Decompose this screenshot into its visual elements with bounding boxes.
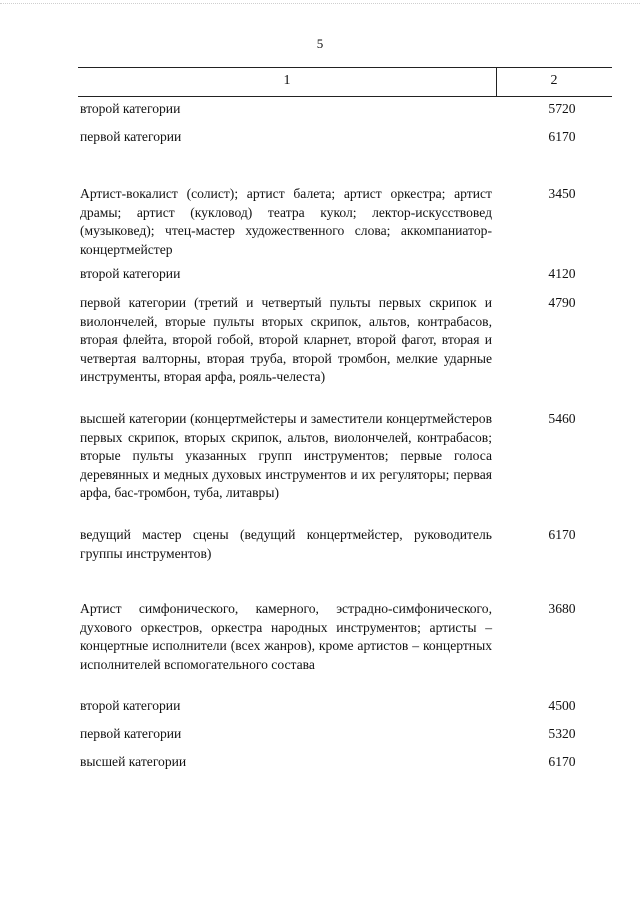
column-header-1: 1 xyxy=(283,73,291,88)
row-description: второй категории xyxy=(80,698,181,713)
row-value: 3450 xyxy=(548,186,576,201)
row-value: 3680 xyxy=(548,601,576,616)
row-value: 5720 xyxy=(548,101,576,116)
row-description: второй категории xyxy=(80,101,181,116)
row-value: 6170 xyxy=(548,754,576,769)
row-description: ведущий мастер сцены (ведущий концертмейстер, руководитель группы инструментов) xyxy=(80,527,492,561)
row-value: 4120 xyxy=(548,266,576,281)
row-description: Артист симфонического, камерного, эстрадно-симфонического, духового оркестров, оркестра народных инструментов; артисты – концертные исполнители (всех жанров), кроме артистов – концертных исполнителей вспомогательного состава xyxy=(80,601,492,672)
row-description: первой категории (третий и четвертый пульты первых скрипок и виолончелей, вторые пульты вторых скрипок, альтов, контрабасов, вторая флейта, второй гобой, второй кларнет, второй фагот, вторая и четвертая валторны, вторая труба, второй тромбон, мелкие ударные инструменты, вторая арфа, рояль-челеста) xyxy=(80,295,492,385)
row-description: первой категории xyxy=(80,129,182,144)
row-value: 4500 xyxy=(548,698,576,713)
row-value: 6170 xyxy=(548,527,576,542)
row-value: 6170 xyxy=(548,129,576,144)
row-value: 5320 xyxy=(548,726,576,741)
row-description: Артист-вокалист (солист); артист балета; артист оркестра; артист драмы; артист (кукловод) театра кукол; лектор-искусствовед (музыковед); чтец-мастер художественного слова; аккомпаниатор-концертмейстер xyxy=(80,186,492,257)
row-description: второй категории xyxy=(80,266,181,281)
row-value: 5460 xyxy=(548,411,576,426)
row-description: высшей категории (концертмейстеры и заместители концертмейстеров первых скрипок, вторых скрипок, альтов, виолончелей, контрабасов; вторые пульты указанных групп инструментов; первые голоса деревянных и медных духовых инструментов и их регуляторы; первая арфа, бас-тромбон, туба, литавры) xyxy=(80,411,492,501)
scan-edge-marks xyxy=(0,3,640,6)
row-description: высшей категории xyxy=(80,754,187,769)
page-number: 5 xyxy=(316,36,324,51)
row-description: первой категории xyxy=(80,726,182,741)
row-value: 4790 xyxy=(548,295,576,310)
column-header-2: 2 xyxy=(550,73,558,88)
table-header xyxy=(78,67,612,97)
